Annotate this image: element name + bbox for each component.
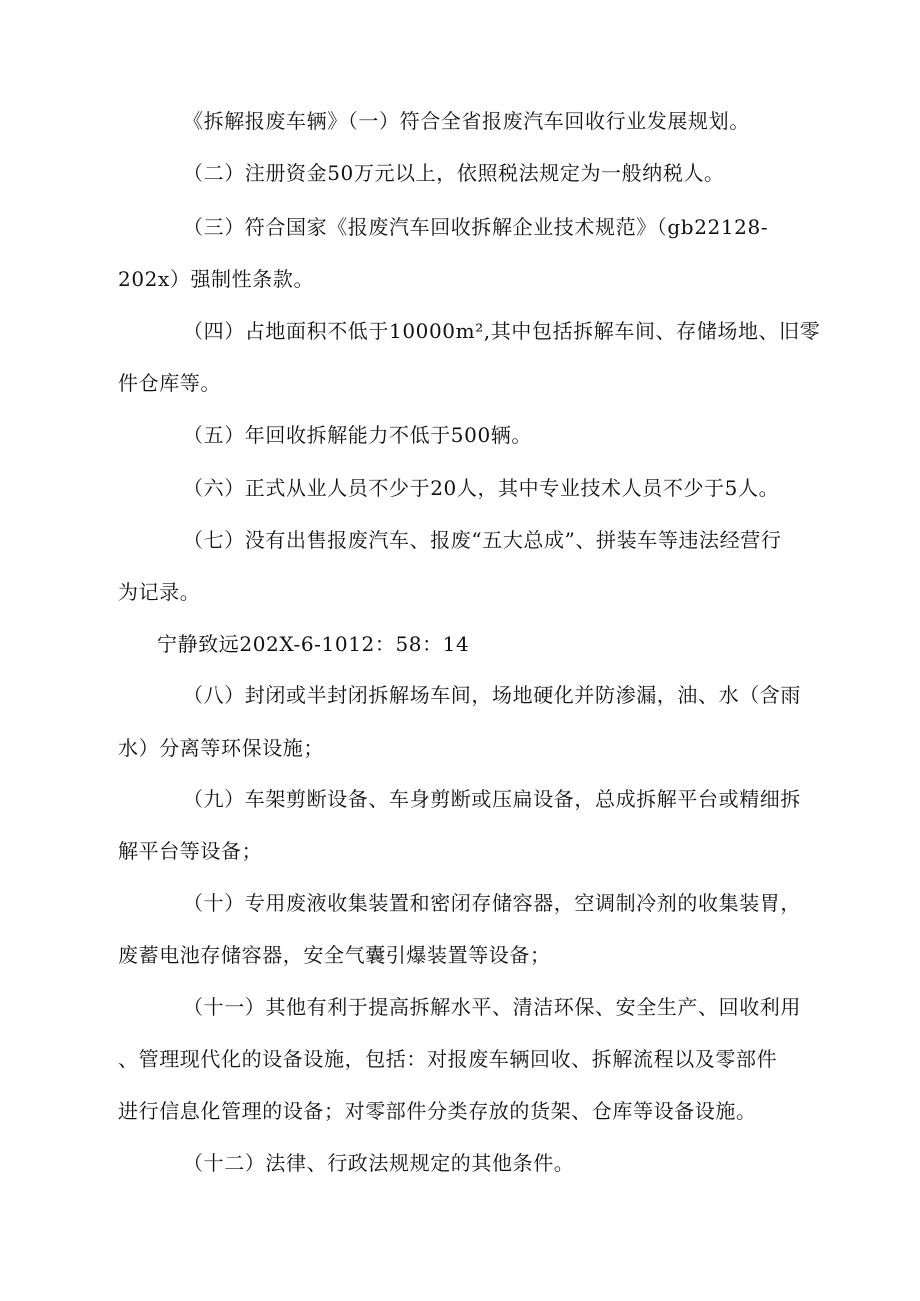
paragraph-8-line-2: 水）分离等环保设施； [118, 736, 324, 760]
paragraph-4-line-2: 件仓库等。 [118, 371, 221, 395]
paragraph-8-line-1: （八）封闭或半封闭拆解场车间，场地硬化并防渗漏，油、水（含雨 [183, 683, 801, 707]
paragraph-10-line-1: （十）专用废液收集装置和密闭存储容器，空调制冷剂的收集装胃， [183, 891, 801, 915]
paragraph-6-line-1: （六）正式从业人员不少于20人，其中专业技术人员不少于5人。 [183, 476, 780, 500]
paragraph-12-line-1: （十二）法律、行政法规规定的其他条件。 [183, 1151, 575, 1175]
paragraph-9-line-1: （九）车架剪断设备、车身剪断或压扁设备，总成拆解平台或精细拆 [183, 787, 801, 811]
paragraph-7-line-1: （七）没有出售报废汽车、报废“五大总成”、拼装车等违法经营行 [183, 528, 782, 552]
paragraph-11-line-1: （十一）其他有利于提高拆解水平、清洁环保、安全生产、回收利用 [183, 995, 801, 1019]
paragraph-5-line-1: （五）年回收拆解能力不低于500辆。 [183, 423, 532, 447]
author-timestamp: 宁静致远202X-6-1012：58：14 [157, 632, 470, 656]
paragraph-7-line-2: 为记录。 [118, 580, 201, 604]
paragraph-11-line-3: 进行信息化管理的设备；对零部件分类存放的货架、仓库等设备设施。 [118, 1099, 757, 1123]
paragraph-10-line-2: 废蓄电池存储容器，安全气囊引爆装置等设备； [118, 943, 551, 967]
paragraph-2-line-1: （二）注册资金50万元以上，依照税法规定为一般纳税人。 [183, 161, 725, 185]
paragraph-4-line-1: （四）占地面积不低于10000m²,其中包括拆解车间、存储场地、旧零 [183, 319, 821, 343]
paragraph-3-line-1: （三）符合国家《报废汽车回收拆解企业技术规范》（gb22128- [183, 215, 769, 239]
paragraph-11-line-2: 、管理现代化的设备设施，包括：对报废车辆回收、拆解流程以及零部件 [118, 1047, 778, 1071]
paragraph-3-line-2: 202x）强制性条款。 [118, 267, 315, 291]
paragraph-1-line-1: 《拆解报废车辆》（一）符合全省报废汽车回收行业发展规划。 [183, 109, 750, 133]
paragraph-9-line-2: 解平台等设备； [118, 839, 263, 863]
